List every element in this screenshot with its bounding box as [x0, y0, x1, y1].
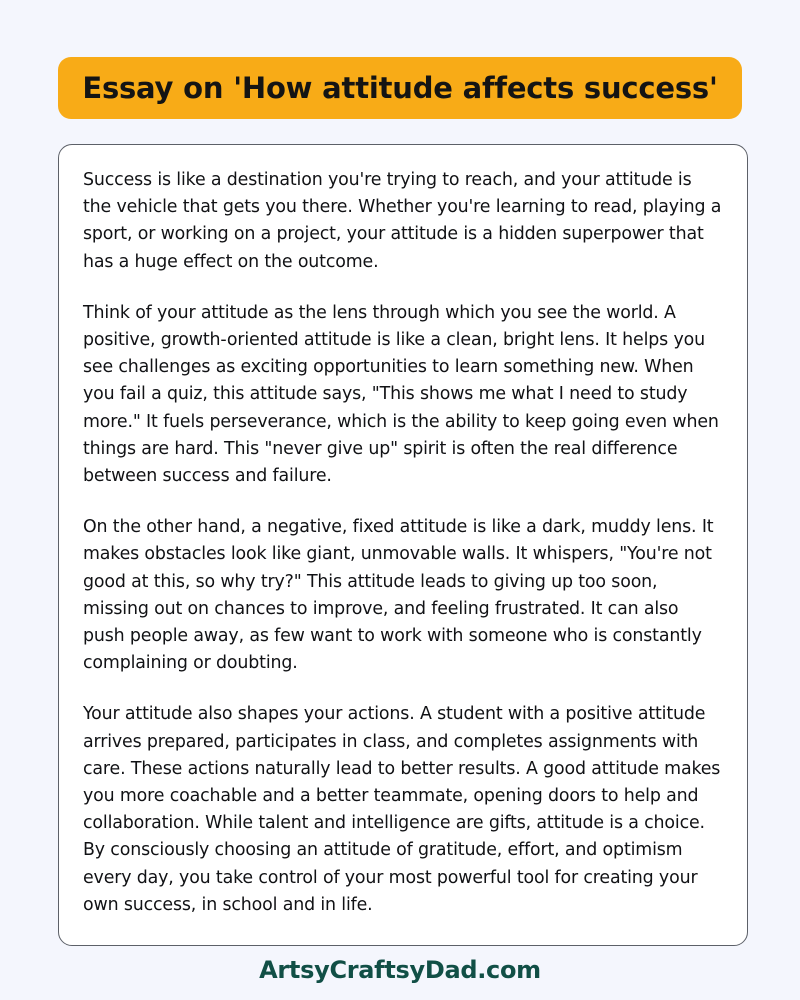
essay-card [58, 144, 748, 946]
site-branding: ArtsyCraftsyDad.com [259, 956, 541, 984]
site-footer [0, 956, 800, 984]
essay-body [83, 167, 723, 919]
essay-paragraph-4: Your attitude also shapes your actions. A student with a positive attitude arrives prepared, participates in class, and completes assignments with care. These actions naturally lead to better results. A good attitude makes you more coachable and a better teammate, opening doors to help and collaboration. While talent and intelligence are gifts, attitude is a choice. By consciously choosing an attitude of gratitude, effort, and optimism every day, you take control of your most powerful tool for creating your own success, in school and in life. [83, 704, 721, 915]
essay-paragraph-2: Think of your attitude as the lens through which you see the world. A positive, growth-oriented attitude is like a clean, bright lens. It helps you see challenges as exciting opportunities to learn something new. When you fail a quiz, this attitude says, "This shows me what I need to study more." It fuels perseverance, which is the ability to keep going even when things are hard. This "never give up" spirit is often the real difference between success and failure. [83, 302, 719, 487]
page-title: Essay on 'How attitude affects success' [82, 70, 718, 105]
essay-paragraph-1: Success is like a destination you're trying to reach, and your attitude is the vehicle that gets you there. Whether you're learning to read, playing a sport, or working on a project, your attitude is a hidden superpower that has a huge effect on the outcome. [83, 170, 722, 272]
title-banner [58, 57, 742, 119]
essay-paragraph-3: On the other hand, a negative, fixed attitude is like a dark, muddy lens. It makes obstacles look like giant, unmovable walls. It whispers, "You're not good at this, so why try?" This attitude leads to giving up too soon, missing out on chances to improve, and feeling frustrated. It can also push people away, as few want to work with someone who is constantly complaining or doubting. [83, 517, 714, 674]
